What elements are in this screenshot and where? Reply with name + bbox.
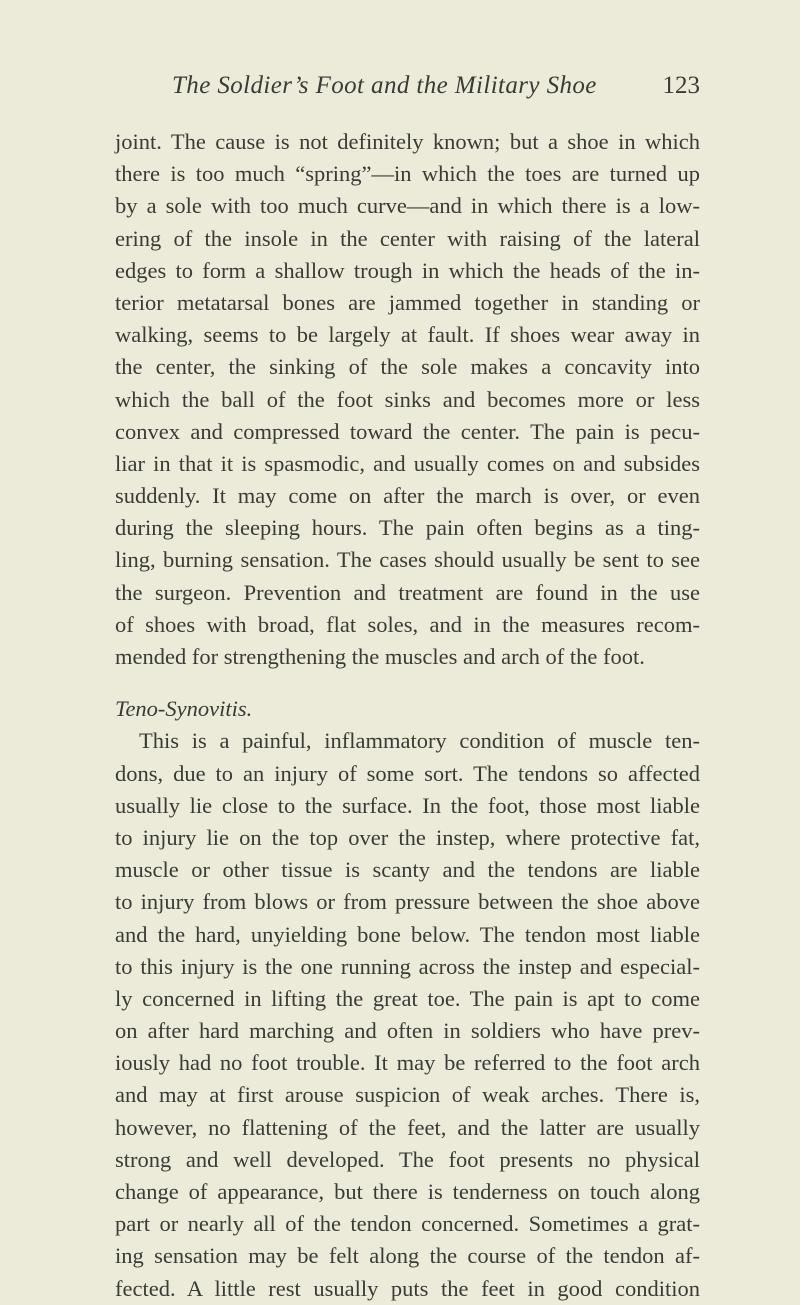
text-line: however, no flattening of the feet, and the latter are usually bbox=[115, 1114, 700, 1140]
text-line: walking, seems to be largely at fault. If shoes wear away in bbox=[115, 322, 700, 348]
text-line: change of appearance, but there is tenderness on touch along bbox=[115, 1179, 700, 1204]
text-line: liar in that it is spasmodic, and usually comes on and subsides bbox=[115, 450, 700, 476]
text-line: to injury from blows or from pressure between the shoe above bbox=[115, 889, 700, 915]
text-line: there is too much “spring”—in which the toes are turned up bbox=[115, 161, 700, 187]
text-line: ling, burning sensation. The cases should usually be sent to see bbox=[115, 547, 700, 573]
section-heading: Teno-Synovitis. bbox=[115, 696, 253, 722]
text-line: This is a painful, inflammatory condition of muscle ten- bbox=[139, 728, 700, 754]
text-line: the surgeon. Prevention and treatment are found in the use bbox=[115, 579, 700, 605]
text-line: the center, the sinking of the sole makes a concavity into bbox=[115, 354, 700, 380]
body-text bbox=[115, 126, 700, 1305]
text-line: suddenly. It may come on after the march is over, or even bbox=[115, 483, 700, 509]
text-line: edges to form a shallow trough in which the heads of the in- bbox=[115, 257, 700, 283]
text-line: fected. A little rest usually puts the feet in good condition bbox=[115, 1275, 700, 1301]
paragraph-teno-synovitis bbox=[115, 725, 700, 1304]
text-line: and may at first arouse suspicion of weak arches. There is, bbox=[115, 1082, 700, 1108]
running-title: The Soldier’s Foot and the Military Shoe bbox=[172, 72, 597, 99]
page-number: 123 bbox=[662, 72, 700, 99]
text-line: ly concerned in lifting the great toe. The pain is apt to come bbox=[115, 985, 700, 1011]
text-line: muscle or other tissue is scanty and the tendons are liable bbox=[115, 857, 700, 883]
text-line: joint. The cause is not definitely known; but a shoe in which bbox=[115, 129, 700, 154]
text-line: by a sole with too much curve—and in which there is a low- bbox=[115, 193, 700, 219]
text-line: ing sensation may be felt along the course of the tendon af- bbox=[115, 1243, 700, 1269]
text-line: which the ball of the foot sinks and becomes more or less bbox=[115, 386, 700, 412]
text-line: mended for strengthening the muscles and arch of the foot. bbox=[115, 644, 645, 669]
text-line: part or nearly all of the tendon concerned. Sometimes a grat- bbox=[115, 1211, 700, 1237]
text-line: terior metatarsal bones are jammed together in standing or bbox=[115, 289, 700, 315]
text-line: convex and compressed toward the center. The pain is pecu- bbox=[115, 418, 700, 444]
text-line: to this injury is the one running across the instep and especial- bbox=[115, 953, 700, 979]
text-line: during the sleeping hours. The pain often begins as a ting- bbox=[115, 515, 700, 541]
paragraph-continuation bbox=[115, 126, 700, 673]
text-line: of shoes with broad, flat soles, and in the measures recom- bbox=[115, 611, 700, 637]
text-line: iously had no foot trouble. It may be referred to the foot arch bbox=[115, 1050, 700, 1076]
text-line: on after hard marching and often in soldiers who have prev- bbox=[115, 1018, 700, 1044]
text-line: and the hard, unyielding bone below. The tendon most liable bbox=[115, 921, 700, 947]
running-head bbox=[172, 72, 700, 106]
text-line: to injury lie on the top over the instep, where protective fat, bbox=[115, 824, 700, 850]
text-line: strong and well developed. The foot presents no physical bbox=[115, 1146, 700, 1172]
text-line: usually lie close to the surface. In the foot, those most liable bbox=[115, 792, 700, 818]
text-line: ering of the insole in the center with raising of the lateral bbox=[115, 225, 700, 251]
text-line: dons, due to an injury of some sort. The tendons so affected bbox=[115, 760, 700, 786]
